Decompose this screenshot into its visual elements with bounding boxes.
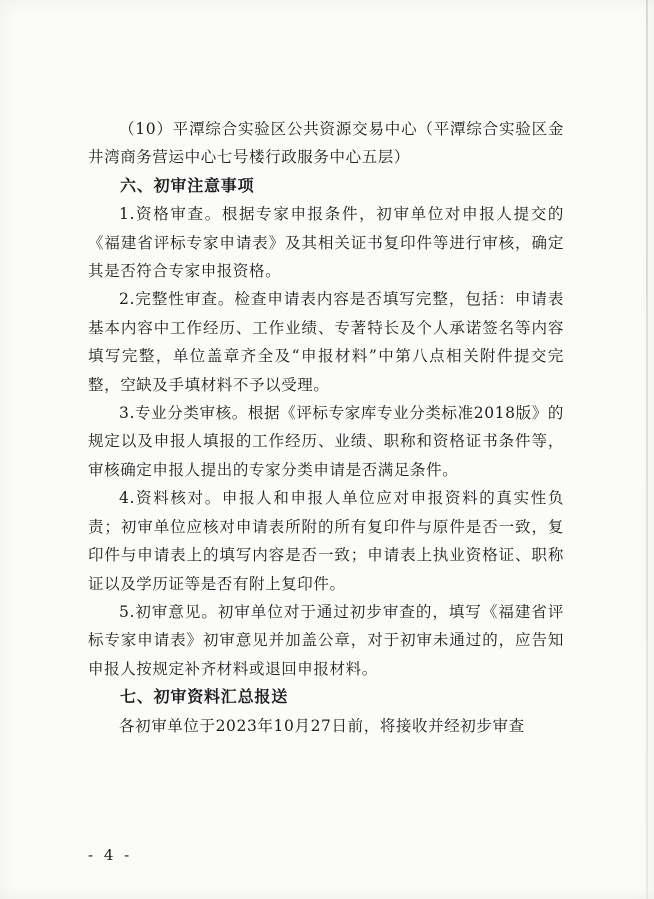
review-opinion-paragraph: 5.初审意见。初审单位对于通过初步审查的，填写《福建省评标专家申请表》初审意见并加盖公章，对于初审未通过的，应告知申报人按规定补齐材料或退回申报材料。 [88, 602, 564, 678]
document-check-paragraph: 4.资料核对。申报人和申报人单位应对申报资料的真实性负责；初审单位应核对申请表所附的所有复印件与原件是否一致，复印件与申请表上的填写内容是否一致；申请表上执业资格证、职称证以及学历证等是否有附上复印件。 [88, 489, 564, 593]
section-heading-submission: 七、初审资料汇总报送 [120, 687, 289, 707]
qualification-review-paragraph: 1.资格审查。根据专家申报条件，初审单位对申报人提交的《福建省评标专家申请表》及其相关证书复印件等进行审核，确定其是否符合专家申报资格。 [88, 205, 564, 281]
submission-deadline-paragraph: 各初审单位于2023年10月27日前，将接收并经初步审查 [119, 716, 525, 735]
item-10-address: （10）平潭综合实验区公共资源交易中心（平潭综合实验区金井湾商务营运中心七号楼行政服务中心五层） [88, 120, 564, 167]
document-body [88, 115, 564, 740]
scan-edge [646, 0, 648, 899]
page-number: - 4 - [88, 846, 133, 864]
section-heading-initial-review: 六、初审注意事项 [120, 175, 255, 195]
completeness-review-paragraph: 2.完整性审查。检查申请表内容是否填写完整，包括：申请表基本内容中工作经历、工作业绩、专著特长及个人承诺签名等内容填写完整，单位盖章齐全及“申报材料”中第八点相关附件提交完整，空缺及手填材料不予以受理。 [88, 290, 564, 394]
classification-review-paragraph: 3.专业分类审核。根据《评标专家库专业分类标准2018版》的规定以及申报人填报的工作经历、业绩、职称和资格证书条件等，审核确定申报人提出的专家分类申请是否满足条件。 [88, 404, 564, 479]
